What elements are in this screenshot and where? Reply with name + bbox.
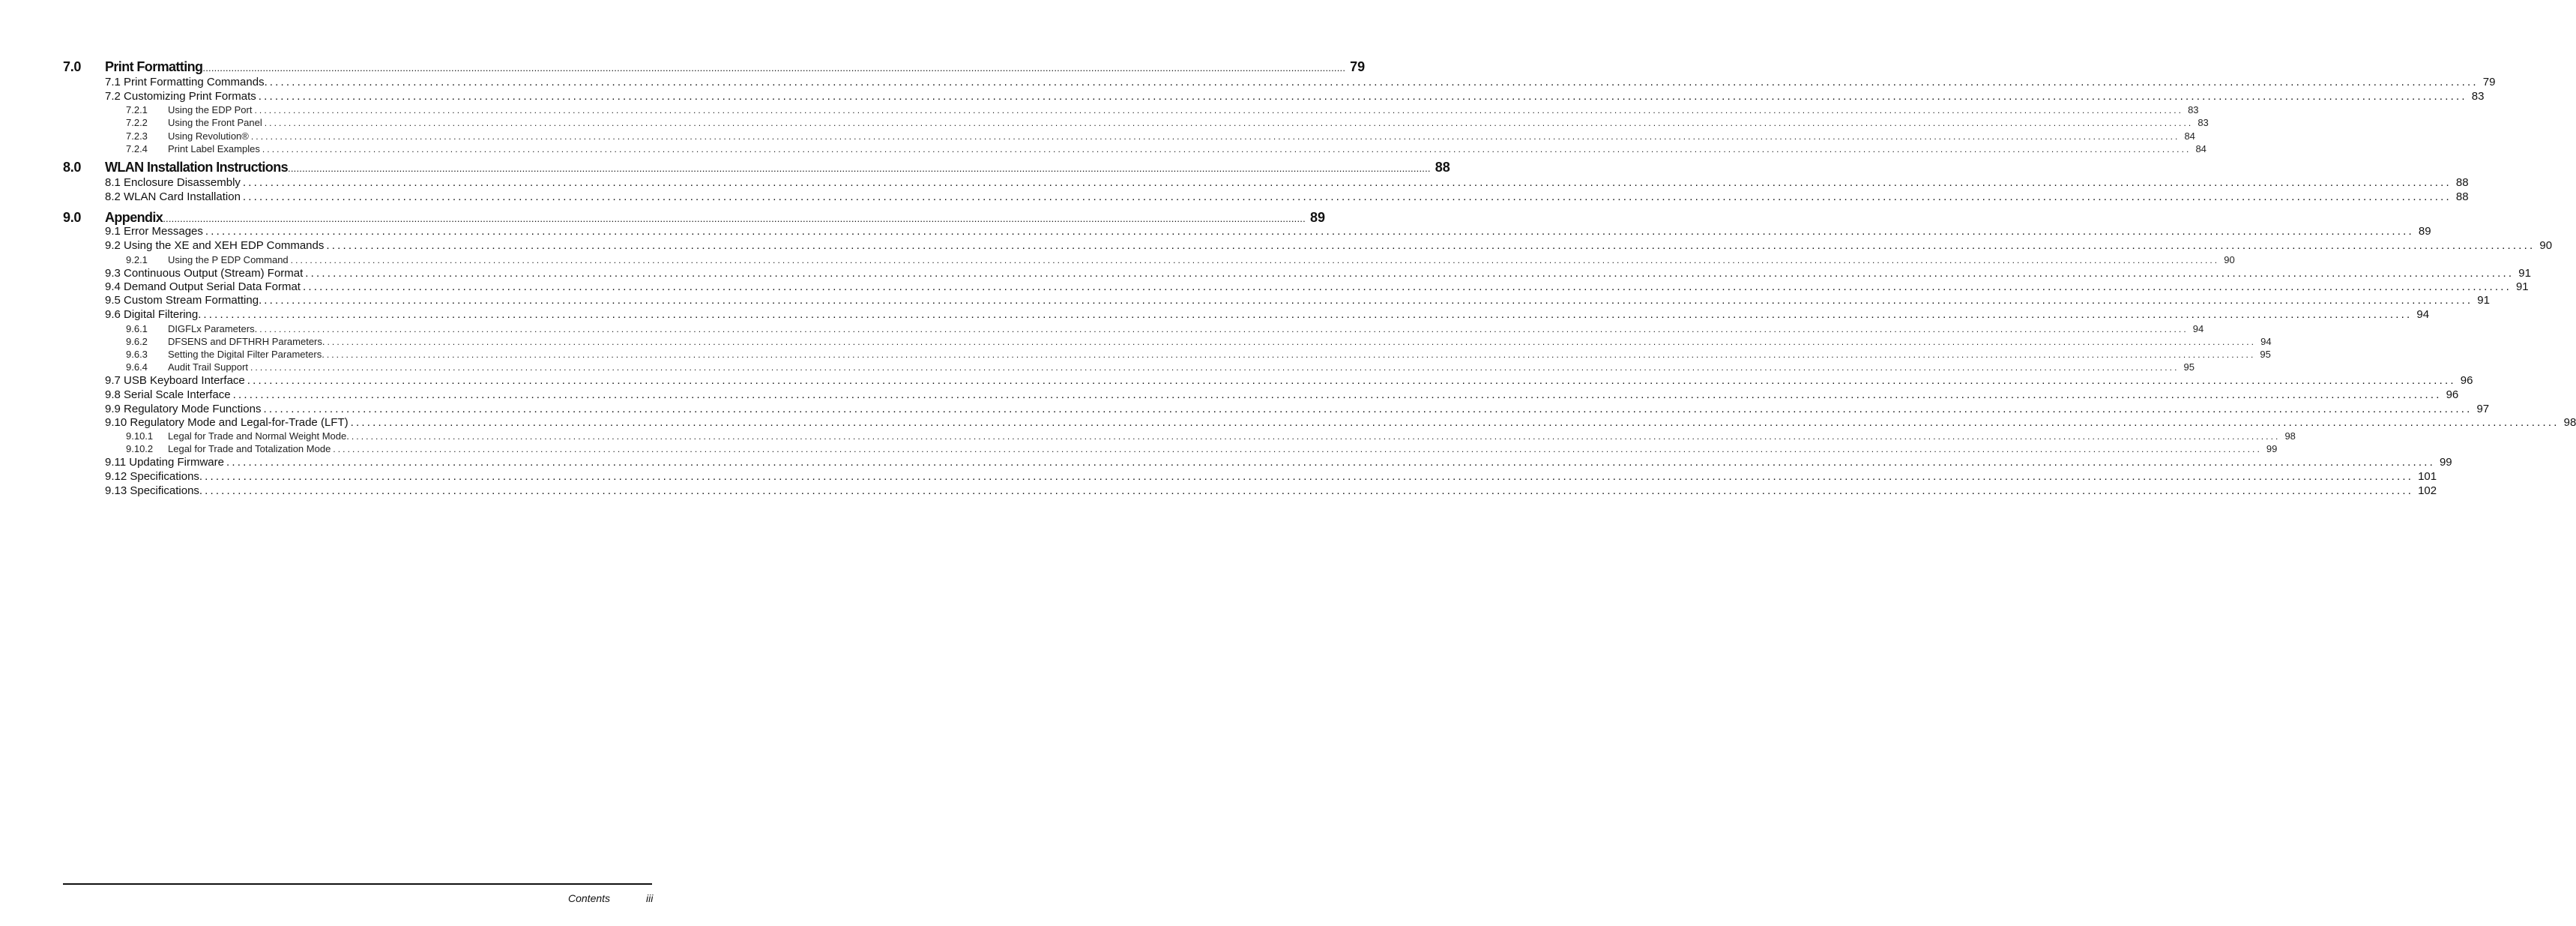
toc-section-entry[interactable] — [105, 470, 2437, 484]
toc-entry-page-number: 79 — [2482, 76, 2496, 88]
toc-dot-leader: ................................................................................................................................................................................................................................................................................................................................................................................................................ — [269, 76, 2479, 88]
toc-entry-title: 9.11 Updating Firmware — [105, 456, 224, 469]
toc-entry-page-number: 98 — [2284, 430, 2296, 442]
toc-entry-page-number: 99 — [2266, 443, 2278, 454]
toc-entry-title: Appendix — [105, 210, 163, 225]
toc-entry-page-number: 88 — [2455, 190, 2469, 203]
toc-entry-page-number: 90 — [2224, 254, 2235, 265]
toc-entry-title: 9.2 Using the XE and XEH EDP Commands — [105, 239, 325, 252]
toc-entry-title: Setting the Digital Filter Parameters. — [168, 349, 325, 360]
toc-section-entry[interactable] — [105, 280, 2529, 295]
toc-dot-leader: ................................................................................................................................................................................................................................................................................................................................................................................................................ — [259, 324, 2189, 334]
toc-subsection-entry[interactable] — [126, 361, 2195, 374]
toc-entry-page-number: 90 — [2539, 239, 2553, 252]
toc-entry-page-number: 95 — [2260, 349, 2271, 360]
toc-subsection-entry[interactable] — [126, 130, 2195, 143]
toc-dot-leader: ................................................................................................................................................................................................................................................................................................................................................................................................................ — [247, 374, 2456, 387]
toc-entry-page-number: 94 — [2416, 308, 2430, 321]
toc-entry-number: 9.0 — [63, 210, 82, 225]
toc-dot-leader: ................................................................................................................................................................................................................................................................................................................................................................................................................ — [264, 118, 2194, 128]
toc-entry-title: Using the P EDP Command — [168, 254, 289, 265]
toc-subsection-entry[interactable] — [126, 349, 2271, 361]
toc-entry-number: 7.2.1 — [126, 104, 148, 115]
toc-entry-page-number: 102 — [2418, 484, 2437, 497]
toc-entry-number: 8.0 — [63, 160, 82, 175]
toc-dot-leader: ................................................................................................................................................................................................................................................................................................................................................................................................................ — [258, 90, 2467, 103]
toc-chapter-entry[interactable] — [63, 160, 1450, 176]
toc-dot-leader: ................................................................................................................................................................................................................................................................................................................................................................................................................ — [263, 403, 2473, 415]
toc-dot-leader: ................................................................................................................................................................................................................................................................................................................................................................................................................ — [302, 280, 2512, 293]
toc-entry-page-number: 83 — [2198, 117, 2209, 128]
toc-entry-title: 8.1 Enclosure Disassembly — [105, 176, 241, 189]
toc-section-entry[interactable] — [105, 267, 2531, 281]
toc-dot-leader: ................................................................................................................................................................................................................................................................................................................................................................................................................ — [205, 484, 2414, 497]
toc-entry-title: 7.2 Customizing Print Formats — [105, 90, 256, 103]
toc-dot-leader: ................................................................................................................................................................................................................................................................................................................................................................................................................ — [250, 362, 2180, 373]
toc-entry-title: 9.1 Error Messages — [105, 225, 203, 238]
toc-dot-leader: ................................................................................................................................................................................................................................................................................................................................................................................................................ — [242, 176, 2452, 189]
toc-entry-title: 9.8 Serial Scale Interface — [105, 388, 231, 401]
toc-entry-title: Using the EDP Port — [168, 104, 253, 115]
toc-entry-title: 9.5 Custom Stream Formatting. — [105, 294, 262, 307]
toc-dot-leader: ................................................................................................................................................................................................................................................................................................................................................................................................................ — [250, 131, 2180, 142]
toc-entry-title: 9.12 Specifications. — [105, 470, 203, 483]
toc-entry-title: Using Revolution® — [168, 130, 249, 142]
toc-subsection-entry[interactable] — [126, 254, 2235, 267]
toc-subsection-entry[interactable] — [126, 104, 2199, 117]
toc-entry-title: DIGFLx Parameters. — [168, 323, 258, 334]
toc-entry-page-number: 99 — [2439, 456, 2452, 469]
toc-dot-leader: ................................................................................................................................................................................................................................................................................................................................................................................................................ — [326, 349, 2256, 360]
toc-entry-page-number: 91 — [2477, 294, 2490, 307]
toc-entry-page-number: 91 — [2515, 280, 2529, 293]
toc-entry-page-number: 84 — [2195, 143, 2207, 154]
toc-section-entry[interactable] — [105, 388, 2459, 403]
toc-entry-page-number: 98 — [2563, 416, 2576, 429]
toc-entry-number: 7.0 — [63, 59, 82, 74]
toc-entry-page-number: 83 — [2188, 104, 2199, 115]
toc-section-entry[interactable] — [105, 308, 2430, 322]
toc-entry-number: 9.6.1 — [126, 323, 148, 334]
toc-entry-page-number: 83 — [2471, 90, 2485, 103]
toc-entry-title: WLAN Installation Instructions — [105, 160, 289, 175]
toc-subsection-entry[interactable] — [126, 117, 2209, 130]
toc-dot-leader: ................................................................................................................................................................................................................................................................................................................................................................................................................ — [203, 308, 2413, 321]
toc-entry-number: 9.10.1 — [126, 430, 154, 442]
footer-section-label: Contents — [568, 892, 611, 904]
toc-dot-leader: ................................................................................................................................................................................................................................................................................................................................................................................................................ — [290, 255, 2220, 265]
toc-entry-title: 9.7 USB Keyboard Interface — [105, 374, 245, 387]
toc-section-entry[interactable] — [105, 176, 2469, 190]
toc-dot-leader: ................................................................................................................................................................................................................................................................................................................................................................................................................ — [262, 144, 2192, 154]
toc-entry-number: 7.2.2 — [126, 117, 148, 128]
toc-entry-title: 9.13 Specifications. — [105, 484, 203, 497]
toc-dot-leader: ................................................................................................................................................................................................................................................................................................................................................................................................................ — [264, 294, 2473, 307]
toc-entry-title: Print Label Examples — [168, 143, 260, 154]
toc-section-entry[interactable] — [105, 294, 2490, 308]
toc-section-entry[interactable] — [105, 90, 2485, 104]
toc-section-entry[interactable] — [105, 190, 2469, 205]
toc-entry-page-number: 96 — [2446, 388, 2459, 401]
toc-dot-leader: ................................................................................................................................................................................................................................................................................................................................................................................................................ — [326, 239, 2536, 252]
toc-entry-page-number: 91 — [2518, 267, 2531, 280]
toc-dot-leader: ................................................................................................................................................................................................................................................................................................................................................................................................................ — [205, 225, 2414, 238]
toc-entry-title: 9.9 Regulatory Mode Functions — [105, 403, 262, 415]
toc-dot-leader: ................................................................................................................................................................................................................................................................................................................................................................................................................ — [327, 337, 2257, 347]
toc-entry-title: Legal for Trade and Normal Weight Mode. — [168, 430, 349, 442]
toc-dot-leader: ................................................................................................................................................................................................................................................................................................................................................................................................................ — [226, 456, 2435, 469]
footer-page-number: iii — [646, 892, 654, 904]
toc-entry-number: 7.2.3 — [126, 130, 148, 142]
toc-entry-number: 9.6.3 — [126, 349, 148, 360]
toc-dot-leader: ................................................................................................................................................................................................................................................................................................................................................................................................................ — [351, 431, 2281, 442]
toc-entry-number: 9.6.4 — [126, 361, 148, 373]
toc-entry-title: 8.2 WLAN Card Installation — [105, 190, 241, 203]
toc-entry-title: Print Formatting — [105, 59, 203, 74]
toc-entry-page-number: 84 — [2184, 130, 2195, 142]
toc-dot-leader: ................................................................................................................................................................................................................................................................................................................................................................................................................ — [205, 470, 2414, 483]
toc-entry-page-number: 94 — [2192, 323, 2204, 334]
toc-section-entry[interactable] — [105, 456, 2452, 470]
toc-entry-title: Audit Trail Support — [168, 361, 248, 373]
toc-entry-page-number: 88 — [2455, 176, 2469, 189]
toc-chapter-entry[interactable] — [63, 210, 1325, 226]
toc-entry-page-number: 95 — [2183, 361, 2195, 373]
toc-entry-number: 9.10.2 — [126, 443, 154, 454]
toc-entry-number: 9.2.1 — [126, 254, 148, 265]
toc-section-entry[interactable] — [105, 76, 2496, 90]
toc-dot-leader: ................................................................................................................................................................................................................................................................................................................................................................................................................ — [202, 62, 1346, 73]
toc-section-entry[interactable] — [105, 225, 2431, 239]
toc-dot-leader: ................................................................................................................................................................................................................................................................................................................................................................................................................ — [288, 163, 1431, 174]
toc-dot-leader: ................................................................................................................................................................................................................................................................................................................................................................................................................ — [254, 105, 2184, 115]
toc-entry-page-number: 89 — [1309, 210, 1325, 225]
toc-entry-page-number: 96 — [2460, 374, 2473, 387]
toc-subsection-entry[interactable] — [126, 323, 2204, 336]
toc-dot-leader: ................................................................................................................................................................................................................................................................................................................................................................................................................ — [350, 416, 2560, 429]
toc-subsection-entry[interactable] — [126, 443, 2278, 456]
toc-entry-number: 9.6.2 — [126, 336, 148, 347]
toc-entry-title: 9.10 Regulatory Mode and Legal-for-Trade (LFT) — [105, 416, 349, 429]
toc-entry-page-number: 101 — [2418, 470, 2437, 483]
toc-subsection-entry[interactable] — [126, 430, 2296, 443]
toc-dot-leader: ................................................................................................................................................................................................................................................................................................................................................................................................................ — [232, 388, 2442, 401]
toc-entry-title: 9.4 Demand Output Serial Data Format — [105, 280, 301, 293]
toc-dot-leader: ................................................................................................................................................................................................................................................................................................................................................................................................................ — [163, 213, 1306, 224]
toc-entry-title: 9.3 Continuous Output (Stream) Format — [105, 267, 304, 280]
toc-chapter-entry[interactable] — [63, 59, 1366, 76]
toc-entry-page-number: 79 — [1350, 59, 1366, 74]
toc-section-entry[interactable] — [105, 403, 2490, 417]
toc-entry-title: Legal for Trade and Totalization Mode — [168, 443, 331, 454]
toc-entry-page-number: 89 — [2418, 225, 2431, 238]
toc-entry-number: 7.2.4 — [126, 143, 148, 154]
toc-entry-title: 9.6 Digital Filtering. — [105, 308, 202, 321]
toc-section-entry[interactable] — [105, 374, 2473, 388]
toc-entry-title: Using the Front Panel — [168, 117, 262, 128]
toc-dot-leader: ................................................................................................................................................................................................................................................................................................................................................................................................................ — [333, 444, 2262, 454]
toc-entry-page-number: 94 — [2260, 336, 2272, 347]
toc-entry-page-number: 88 — [1435, 160, 1450, 175]
footer-divider — [63, 883, 652, 885]
toc-entry-page-number: 97 — [2476, 403, 2490, 415]
toc-section-entry[interactable] — [105, 484, 2437, 499]
toc-subsection-entry[interactable] — [126, 336, 2272, 349]
toc-subsection-entry[interactable] — [126, 143, 2207, 156]
toc-section-entry[interactable] — [105, 239, 2553, 253]
toc-entry-title: DFSENS and DFTHRH Parameters. — [168, 336, 325, 347]
toc-section-entry[interactable] — [105, 416, 2576, 430]
toc-dot-leader: ................................................................................................................................................................................................................................................................................................................................................................................................................ — [242, 190, 2452, 203]
toc-entry-title: 7.1 Print Formatting Commands. — [105, 76, 268, 88]
toc-dot-leader: ................................................................................................................................................................................................................................................................................................................................................................................................................ — [305, 267, 2515, 280]
